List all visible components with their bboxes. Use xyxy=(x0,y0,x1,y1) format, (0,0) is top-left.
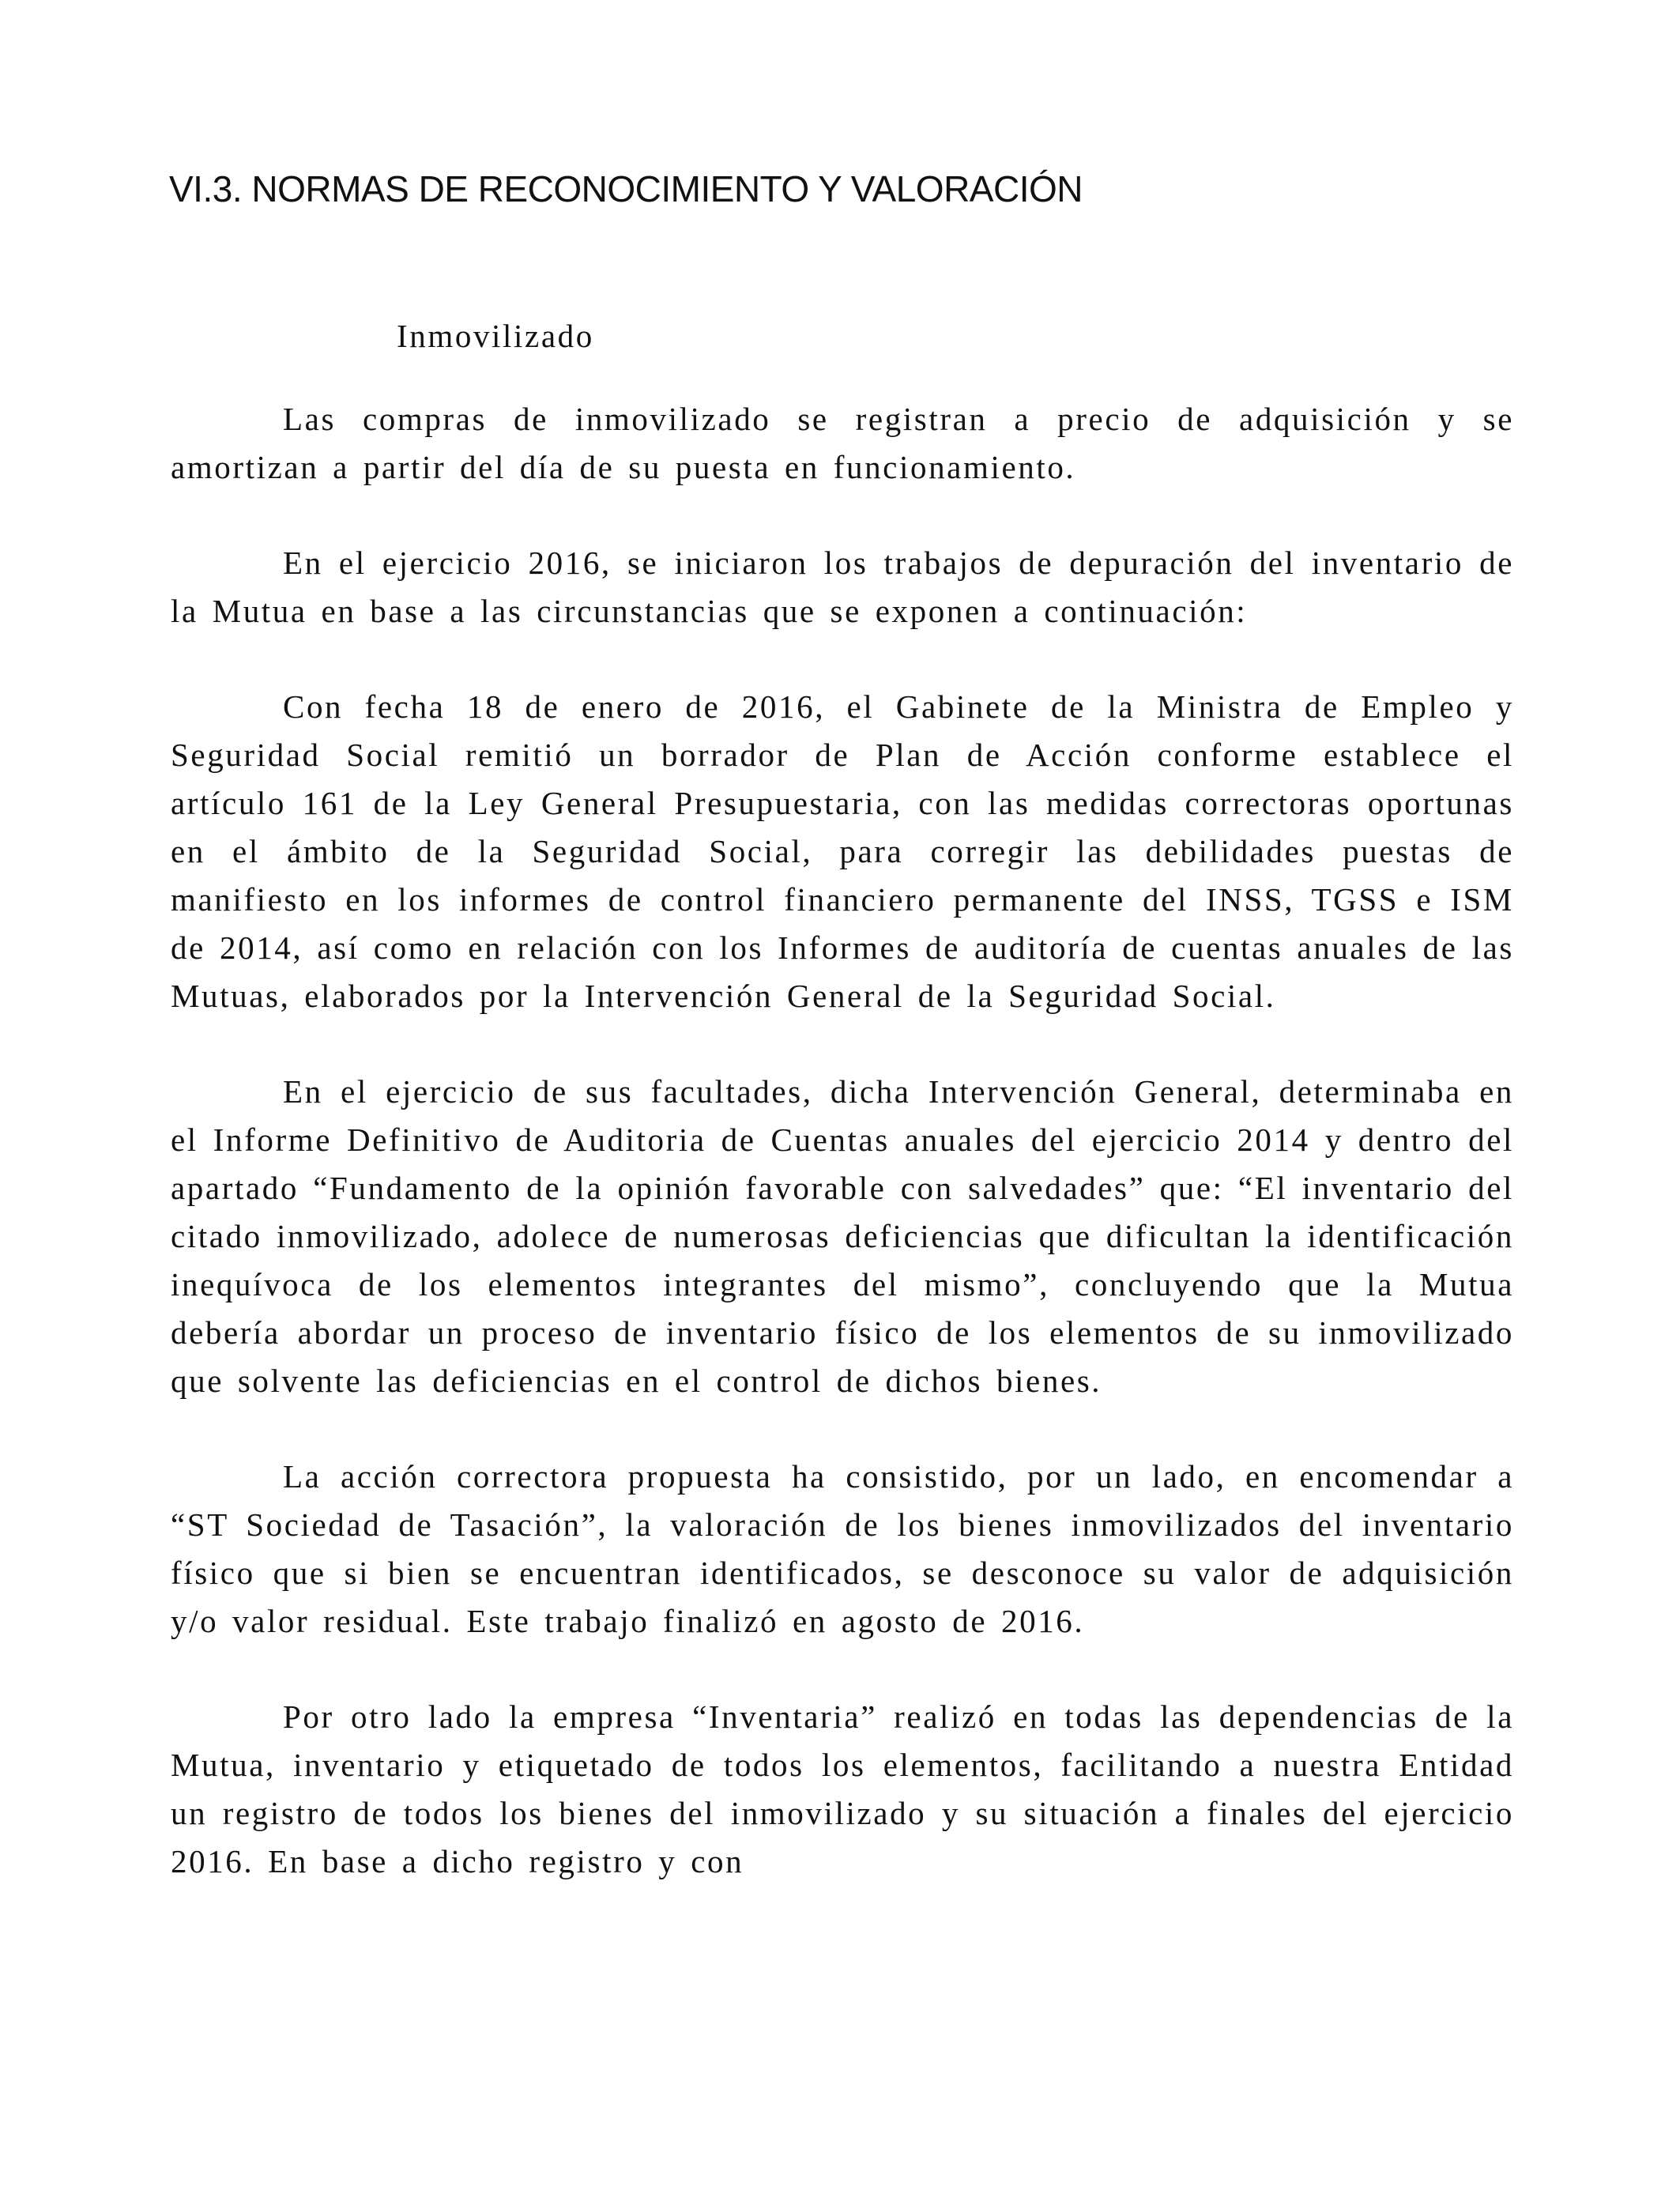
paragraph-6: Por otro lado la empresa “Inventaria” realizó en todas las dependencias de la Mutua, inventario y etiquetado de todos los elementos, facilitando a nuestra Entidad un registro de todos los bienes del inmovilizado y su situación a finales del ejercicio 2016. En base a dicho registro y con xyxy=(171,1698,1514,1879)
subsection-title: Inmovilizado xyxy=(397,318,594,354)
paragraph-1: Las compras de inmovilizado se registran a precio de adquisición y se amortizan a partir del día de su puesta en funcionamiento. xyxy=(171,401,1514,485)
paragraph-4: En el ejercicio de sus facultades, dicha Intervención General, determinaba en el Informe Definitivo de Auditoria de Cuentas anuales del ejercicio 2014 y dentro del apartado “Fundamento de la opinión favorable con salvedades” que: “El inventario del citado inmovilizado, adolece de numerosas deficiencias que dificultan la identificación inequívoca de los elementos integrantes del mismo”, concluyendo que la Mutua debería abordar un proceso de inventario físico de los elementos de su inmovilizado que solvente las deficiencias en el control de dichos bienes. xyxy=(171,1073,1514,1399)
document-body xyxy=(171,312,1514,1933)
paragraph-2: En el ejercicio 2016, se iniciaron los trabajos de depuración del inventario de la Mutua en base a las circunstancias que se exponen a continuación: xyxy=(171,545,1514,629)
section-heading: VI.3. NORMAS DE RECONOCIMIENTO Y VALORACIÓN xyxy=(169,168,1083,209)
paragraph-3: Con fecha 18 de enero de 2016, el Gabinete de la Ministra de Empleo y Seguridad Social remitió un borrador de Plan de Acción conforme establece el artículo 161 de la Ley General Presupuestaria, con las medidas correctoras oportunas en el ámbito de la Seguridad Social, para corregir las debilidades puestas de manifiesto en los informes de control financiero permanente del INSS, TGSS e ISM de 2014, así como en relación con los Informes de auditoría de cuentas anuales de las Mutuas, elaborados por la Intervención General de la Seguridad Social. xyxy=(171,688,1514,1014)
paragraph-5: La acción correctora propuesta ha consistido, por un lado, en encomendar a “ST Sociedad de Tasación”, la valoración de los bienes inmovilizados del inventario físico que si bien se encuentran identificados, se desconoce su valor de adquisición y/o valor residual. Este trabajo finalizó en agosto de 2016. xyxy=(171,1458,1514,1639)
